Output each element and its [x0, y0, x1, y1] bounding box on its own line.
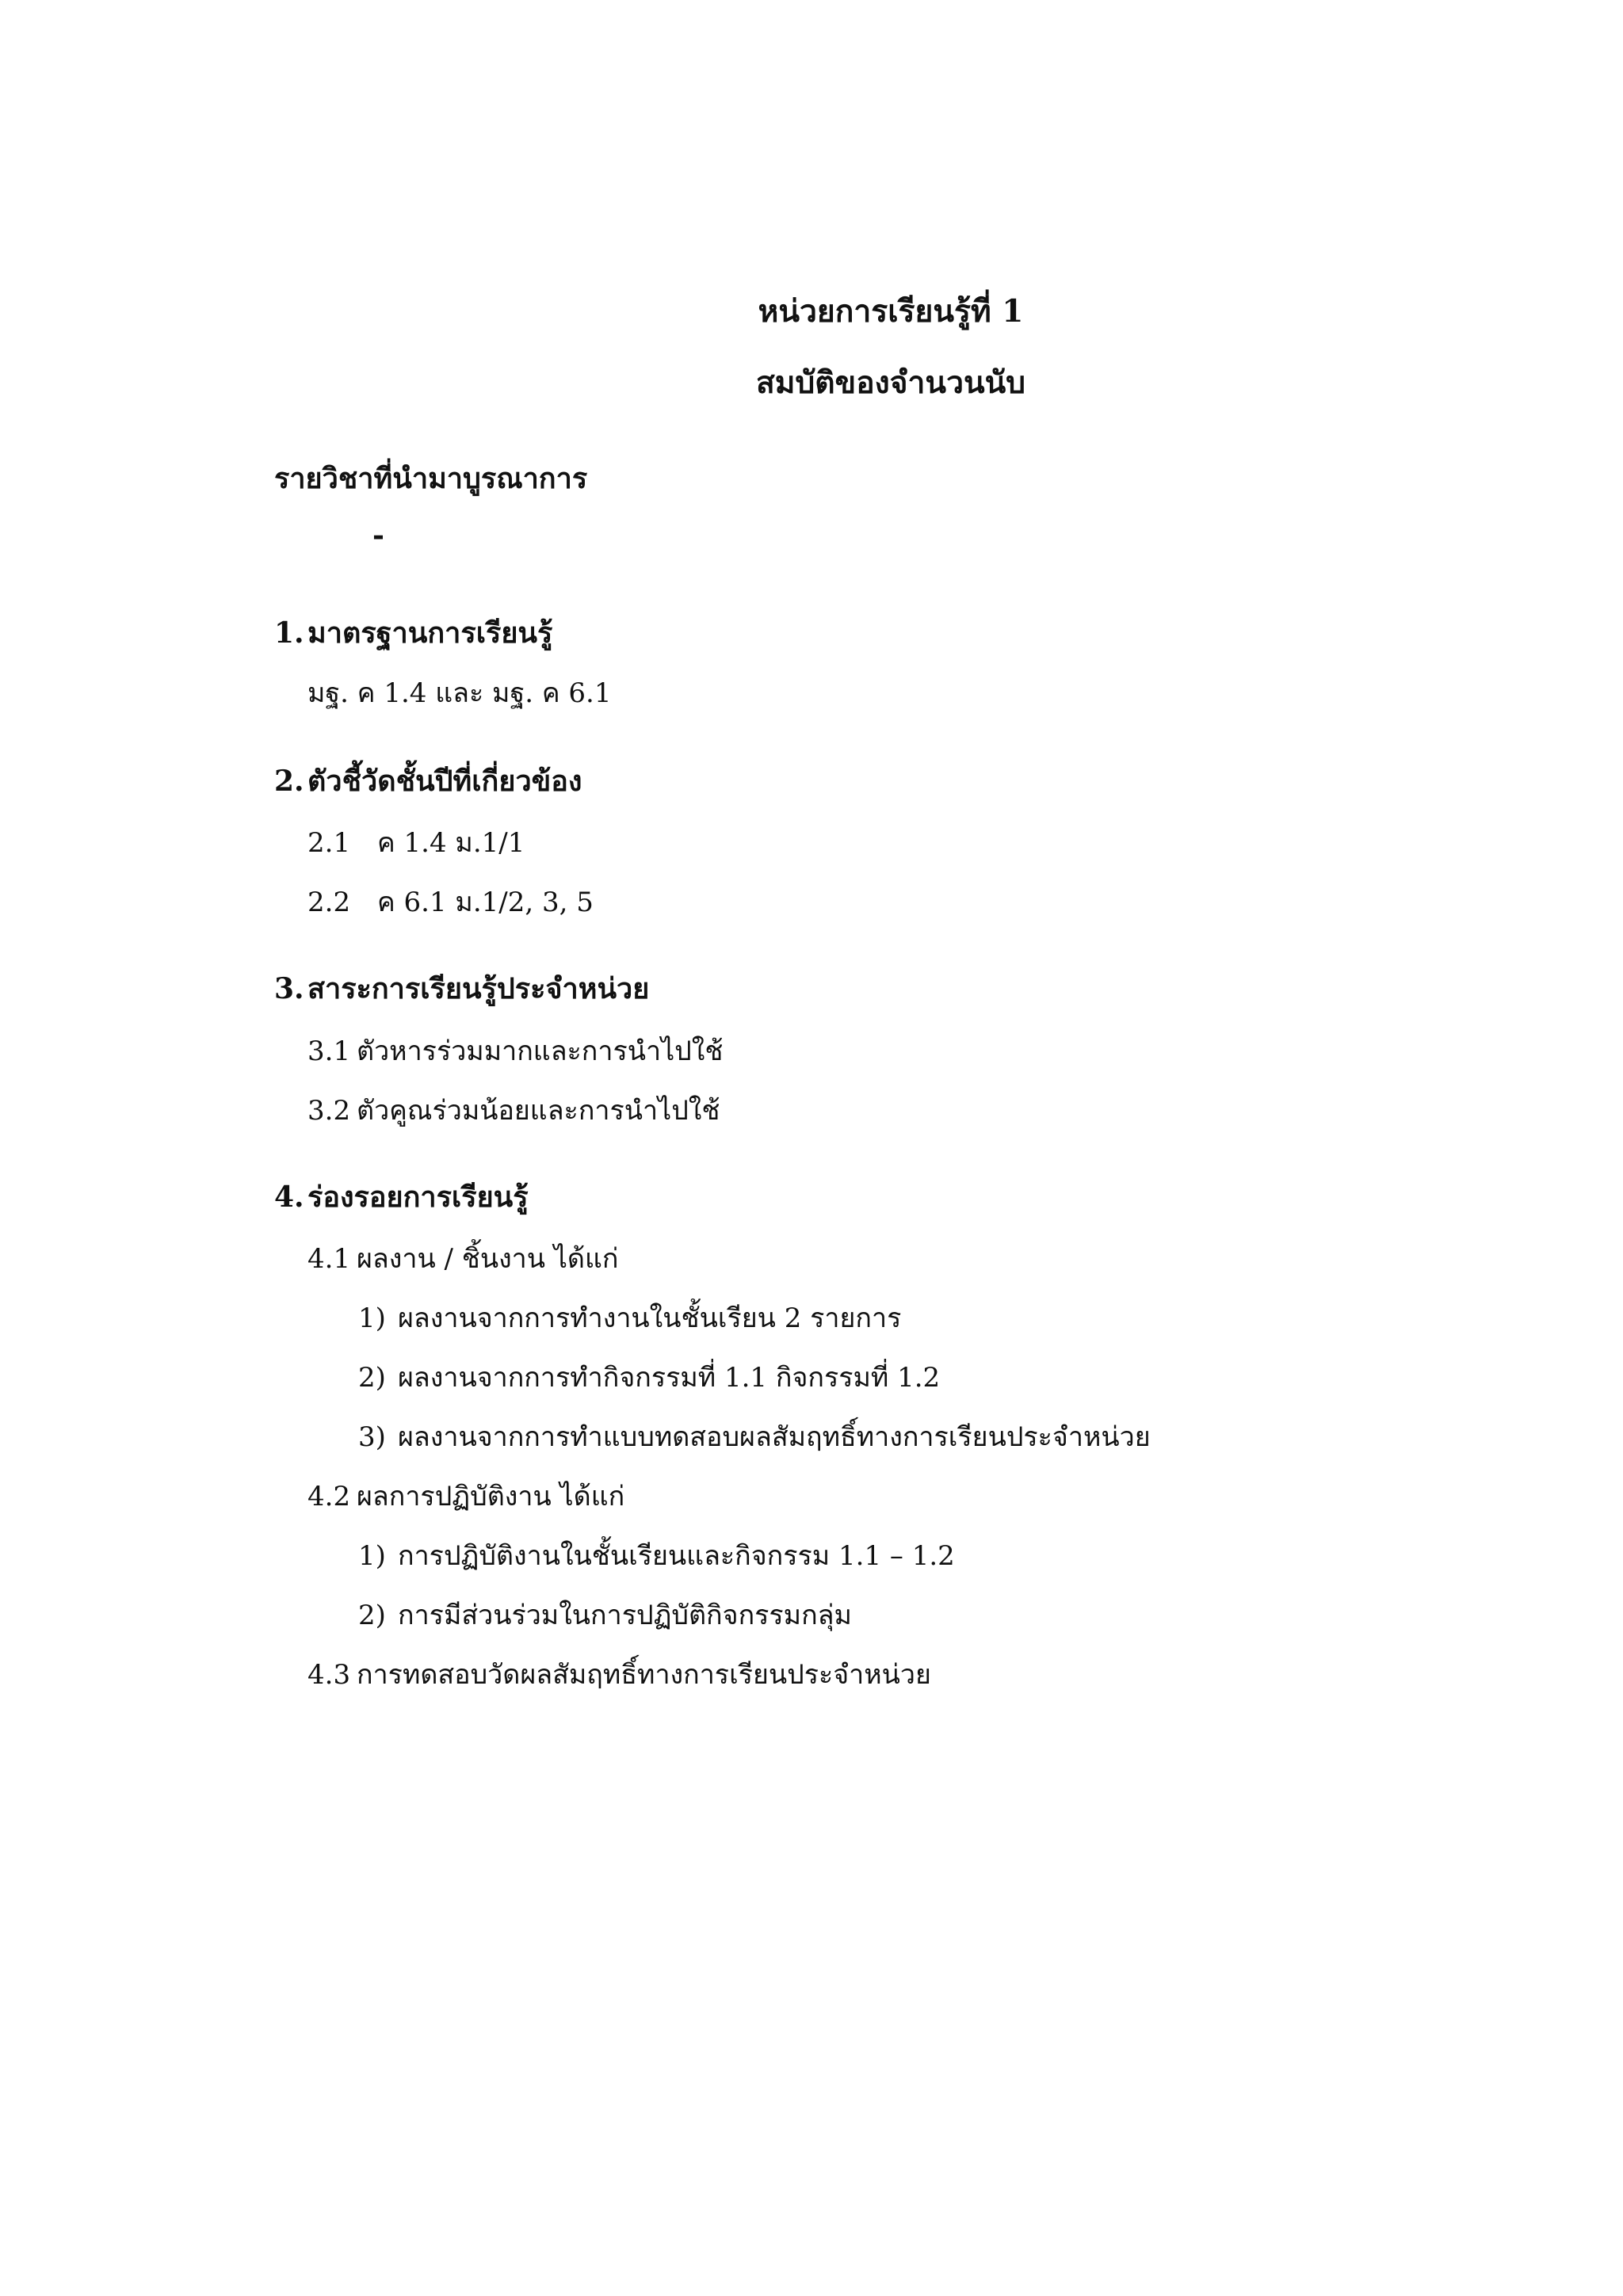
- list-item: [307, 880, 594, 923]
- list-item-number: 4.2: [307, 1481, 351, 1512]
- list-item-text: ผลการปฏิบัติงาน ได้แก่: [357, 1481, 625, 1512]
- section-title: ร่องรอยการเรียนรู้: [307, 1180, 529, 1214]
- list-item-text: ตัวคูณร่วมน้อยและการนำไปใช้: [357, 1095, 720, 1127]
- list-item-number: 3.1: [307, 1035, 351, 1067]
- sub-list-item: [358, 1534, 955, 1577]
- list-item-number: 2.2: [307, 887, 351, 918]
- sub-list-item: [358, 1415, 1151, 1458]
- sub-list-item: [358, 1296, 901, 1339]
- list-item-text: ค 6.1 ม.1/2, 3, 5: [377, 887, 594, 918]
- list-item: [307, 1237, 619, 1280]
- list-item-number: 2.1: [307, 827, 351, 859]
- list-item: [307, 1474, 624, 1517]
- list-item: [307, 821, 525, 864]
- sub-list-item: [358, 1356, 940, 1398]
- unit-title: หน่วยการเรียนรู้ที่ 1: [758, 293, 1024, 330]
- sub-list-item: [358, 1593, 852, 1636]
- list-item-text: ค 1.4 ม.1/1: [377, 827, 525, 859]
- sub-list-item-text: ผลงานจากการทำแบบทดสอบผลสัมฤทธิ์ทางการเรียนประจำหน่วย: [398, 1421, 1151, 1453]
- integrated-subjects-heading: รายวิชาที่นำมาบูรณาการ: [274, 462, 588, 495]
- list-item-number: 3.2: [307, 1095, 351, 1127]
- sub-list-item-text: ผลงานจากการทำงานในชั้นเรียน 2 รายการ: [398, 1302, 902, 1334]
- section-heading: [274, 758, 582, 803]
- section-number: 3.: [274, 972, 304, 1005]
- sub-list-item-number: 1): [358, 1302, 386, 1334]
- section-title: มาตรฐานการเรียนรู้: [307, 616, 553, 650]
- section-heading: [274, 966, 649, 1011]
- list-item-text: การทดสอบวัดผลสัมฤทธิ์ทางการเรียนประจำหน่วย: [357, 1659, 931, 1691]
- section-number: 2.: [274, 765, 304, 798]
- learning-standard-text: มฐ. ค 1.4 และ มฐ. ค 6.1: [307, 677, 612, 709]
- section-number: 4.: [274, 1180, 304, 1214]
- section-heading: [274, 610, 552, 655]
- list-item-number: 4.3: [307, 1659, 351, 1691]
- sub-list-item-text: ผลงานจากการทำกิจกรรมที่ 1.1 กิจกรรมที่ 1.2: [398, 1362, 941, 1394]
- integrated-subjects-value: -: [372, 519, 384, 552]
- list-item-number: 4.1: [307, 1243, 351, 1275]
- section-title: ตัวชี้วัดชั้นปีที่เกี่ยวข้อง: [307, 765, 582, 798]
- sub-list-item-number: 1): [358, 1540, 386, 1572]
- list-item-text: ผลงาน / ชิ้นงาน ได้แก่: [357, 1243, 619, 1275]
- list-item: [307, 1653, 931, 1695]
- sub-list-item-number: 2): [358, 1362, 386, 1394]
- section-heading: [274, 1174, 529, 1219]
- sub-list-item-text: การปฏิบัติงานในชั้นเรียนและกิจกรรม 1.1 – 1.2: [398, 1540, 955, 1572]
- section-title: สาระการเรียนรู้ประจำหน่วย: [307, 972, 650, 1005]
- unit-subtitle: สมบัติของจำนวนนับ: [755, 364, 1026, 401]
- list-item: [307, 1089, 720, 1131]
- list-item-text: ตัวหารร่วมมากและการนำไปใช้: [357, 1035, 724, 1067]
- sub-list-item-number: 3): [358, 1421, 386, 1453]
- section-number: 1.: [274, 616, 304, 650]
- sub-list-item-text: การมีส่วนร่วมในการปฏิบัติกิจกรรมกลุ่ม: [398, 1600, 852, 1631]
- list-item: [307, 1029, 723, 1072]
- sub-list-item-number: 2): [358, 1600, 386, 1631]
